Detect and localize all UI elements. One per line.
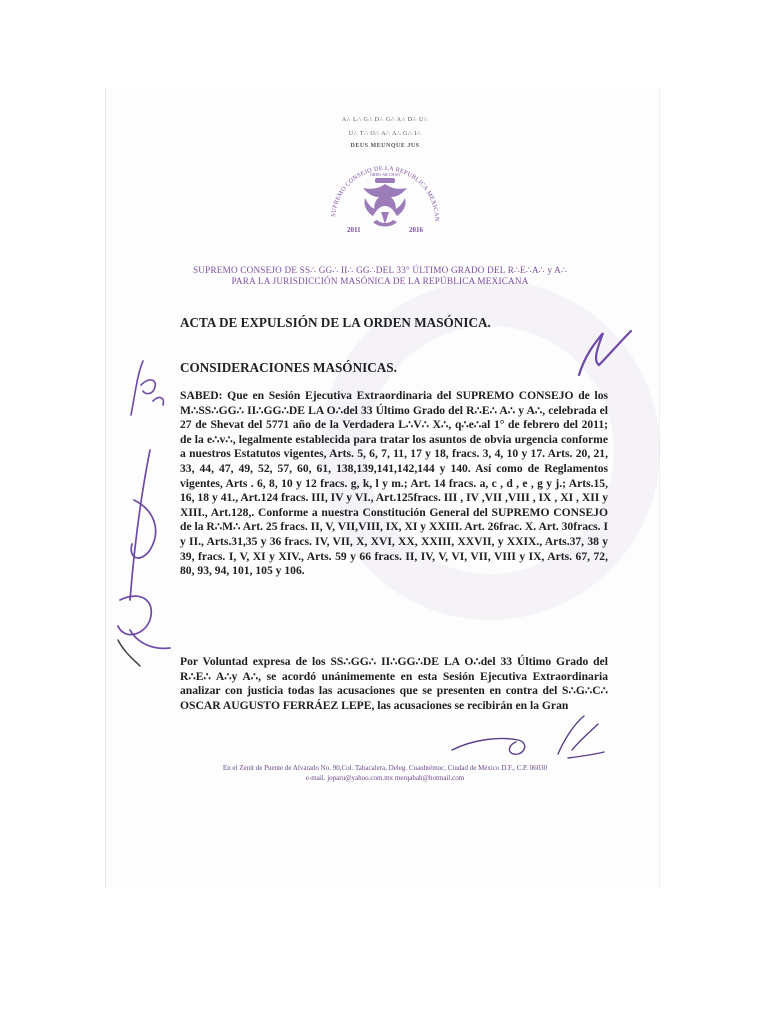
seal-inner-text: ORDO AB CHAO: [369, 172, 401, 177]
header-line-1: A∴ L∴ G∴ D∴ G∴ A∴ D∴ U∴: [341, 117, 429, 123]
seal-ring-text: SUPREMO CONSEJO DE LA REPUBLICA MEXICAN: [330, 164, 441, 222]
resolution-paragraph: [180, 655, 608, 713]
organization-line-1: SUPREMO CONSEJO DE SS∴ GG∴ II∴ GG∴DEL 33° ÚLTIMO GRADO DEL R∴E∴A∴ y A∴: [192, 265, 567, 275]
seal-year-right: 2016: [409, 226, 423, 234]
document-title: ACTA DE EXPULSIÓN DE LA ORDEN MASÓNICA.: [180, 315, 491, 330]
header-motto: DEUS MEUNQUE JUS: [350, 143, 420, 149]
header-line-2: U∴ T∴ O∴ A∴ A∴ G∴ I∴: [348, 131, 422, 137]
seal-year-left: 2011: [347, 226, 361, 234]
organization-line-2: PARA LA JURISDICCIÓN MASÓNICA DE LA REPÚBLICA MEXICANA: [231, 276, 529, 286]
paragraph-1: SABED: Que en Sesión Ejecutiva Extraordinaria del SUPREMO CONSEJO de los M∴SS∴GG∴ II∴GG∴DE LA O∴del 33 Último Grado del R∴E∴ A∴ y A∴, celebrada el 27 de Shevat del 5771 año de la Verdadera L∴V∴ X∴, q∴e∴al 1° de febrero del 2011; de la e∴v∴, legalmente establecida para tratar los asuntos de obvia urgencia conforme a nuestros Estatutos vigentes, Arts. 5, 6, 7, 11, 17 y 18, fracs. 3, 4, 10 y 17. Arts. 20, 21, 33, 44, 47, 49, 52, 57, 60, 61, 138,139,141,142,144 y 140. Así como de Reglamentos vigentes, Arts . 6, 8, 10 y 12 fracs. g, k, l y m.; Art. 14 fracs. a, c , d , e , g y j.; Arts.15, 16, 18 y 41., Art.124 fracs. III, IV y VI., Art.125fracs. III , IV ,VII ,VIII , IX , XI , XII y XIII., Art.128,. Conforme a nuestra Constitución General del SUPREMO CONSEJO de la R∴M∴ Art. 25 fracs. II, V, VII,VIII, IX, XI y XXIII. Art. 26frac. X. Art. 30fracs. I y II., Arts.31,35 y 36 fracs. IV, VII, X, XVI, XX, XXIII, XXVII, y XXIX., Arts.37, 38 y 39, fracs. I, V, XI y XIV., Arts. 59 y 66 fracs. II, IV, V, VI, VII, VIII y IX, Arts. 67, 72, 80, 93, 94, 101, 105 y 106.: [180, 389, 608, 578]
paragraph-2: Por Voluntad expresa de los SS∴GG∴ II∴GG∴DE LA O∴del 33 Último Grado del R∴E∴ A∴y A∴, se acordó unánimemente en esta Sesión Ejecutiva Extraordinaria analizar con justicia todas las acusaciones que se presenten en contra del S∴G∴C∴ OSCAR AUGUSTO FERRÁEZ LEPE, las acusaciones se recibirán en la Gran: [180, 655, 608, 712]
section-title: CONSIDERACIONES MASÓNICAS.: [180, 360, 397, 375]
considerations-paragraph: [180, 389, 608, 579]
footer-address: En el Zenit de Puente de Alvarado No. 90,Col. Tabacalera, Deleg. Cuauhtémoc, Ciudad de México D.F., C.P. 06030: [222, 764, 548, 772]
footer-emails: e-mail. joparu@yahoo.com.mx merqabah@hotmail.com: [305, 774, 465, 782]
council-seal: [313, 150, 457, 260]
svg-text:SUPREMO CONSEJO DE LA REPUBLIC: [313, 150, 440, 222]
